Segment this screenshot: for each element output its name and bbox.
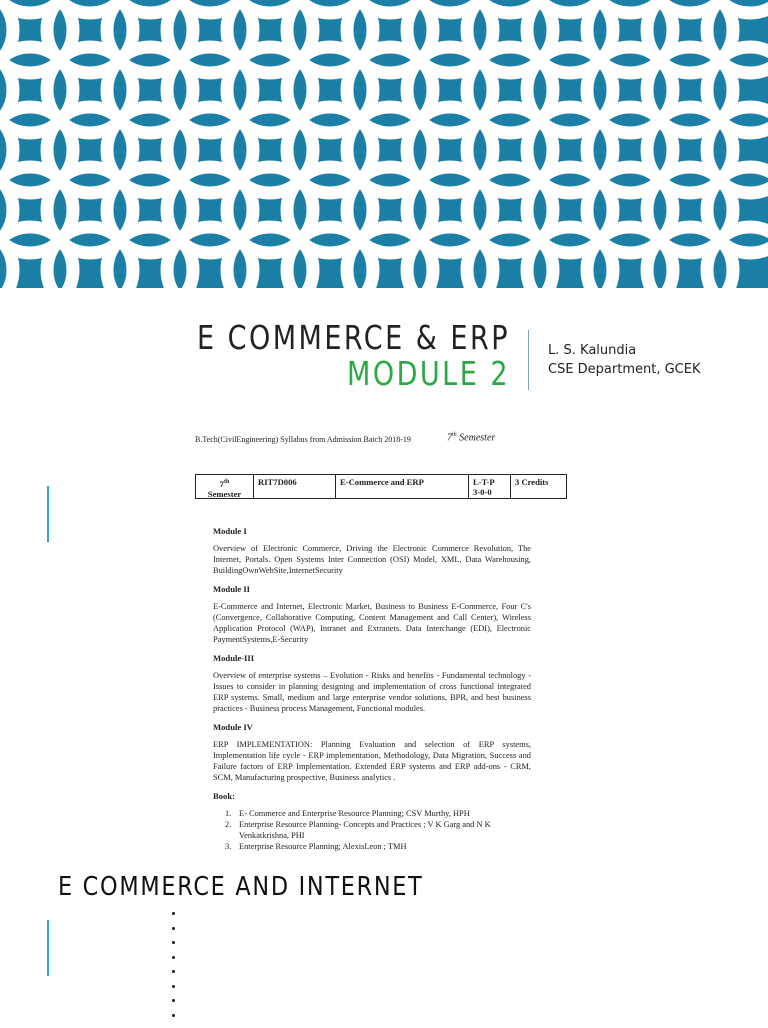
bullet-point: [172, 999, 175, 1002]
presentation-subtitle: MODULE 2: [347, 354, 510, 393]
decorative-pattern-banner: [0, 0, 768, 288]
table-semester-suffix: th: [223, 479, 230, 485]
slide-accent-bar: [47, 920, 49, 976]
table-cell-credits: 3 Credits: [515, 477, 549, 487]
semester-number: 7: [447, 432, 452, 444]
book-number: 2.: [225, 820, 232, 829]
module-title: Module-III: [213, 653, 255, 663]
table-semester-number: 7: [219, 478, 224, 489]
book-text: E- Commerce and Enterprise Resource Planning; CSV Murthy, HPH: [239, 809, 470, 818]
book-text: Enterprise Resource Planning; AlexisLeon ; TMH: [239, 842, 407, 851]
book-list: [213, 808, 531, 852]
syllabus-body: [213, 526, 531, 852]
book-item: [213, 819, 531, 841]
bullet-list: [172, 912, 175, 1028]
bullet-point: [172, 985, 175, 988]
book-text: Enterprise Resource Planning- Concepts and Practices ; V K Garg and N K Venkatkrishna, PHI: [239, 820, 491, 840]
bullet-point: [172, 970, 175, 973]
module-description: ERP IMPLEMENTATION: Planning Evaluation and selection of ERP systems, Implementation life cycle - ERP implementation, Methodology, Data Migration, Success and Failure factors of ERP Implementation. Extended ERP systems and ERP add-ons - CRM, SCM, Manufacturing prospective, Business analytics .: [213, 740, 531, 782]
module-description: Overview of Electronic Commerce, Driving the Electronic Commerce Revolution, The Internet, Portals. Open Systems Inter Connection (OSI) Model, XML, Data Warehousing, BuildingOwnWebSite,InternetSecurity: [213, 544, 531, 575]
bullet-point: [172, 912, 175, 915]
bullet-point: [172, 927, 175, 930]
course-info-table: [195, 474, 567, 499]
book-item: [213, 808, 531, 819]
book-list-title: Book:: [213, 791, 235, 801]
book-number: 1.: [225, 809, 232, 818]
ltp-value: 3-0-0: [473, 487, 492, 497]
title-divider: [528, 330, 529, 390]
semester-suffix: th: [452, 432, 457, 438]
slide-accent-bar: [47, 486, 49, 542]
author-name: L. S. Kalundia: [548, 343, 637, 358]
syllabus-semester-label: [447, 430, 495, 443]
module-description: E-Commerce and Internet, Electronic Market, Business to Business E-Commerce, Four C's (Convergence, Collaborative Computing, Content Management and Call Center), Wireless Application Protocol (WAP), Intranet and Extranets. Data Interchange (EDI), Electronic PaymentSystems,E-Security: [213, 602, 531, 644]
author-department: CSE Department, GCEK: [548, 362, 701, 377]
module-title: Module I: [213, 526, 247, 536]
table-cell-course-code: RIT7D006: [254, 475, 336, 498]
module-title: Module II: [213, 584, 251, 594]
table-semester-word: Semester: [207, 488, 242, 499]
ltp-label: L-T-P: [473, 477, 495, 487]
semester-word: Semester: [459, 432, 496, 444]
presentation-title: E COMMERCE & ERP: [196, 318, 510, 357]
table-cell-course-name: E-Commerce and ERP: [336, 475, 469, 498]
bullet-point: [172, 1014, 175, 1017]
module-description: Overview of enterprise systems – Evolution - Risks and benefits - Fundamental technology - Issues to consider in planning designing and implementation of cross functional integrated ERP systems. Small, medium and large enterprise vendor solutions, BPR, and best business practices - Business process Management, Functional modules.: [213, 671, 531, 713]
book-number: 3.: [225, 842, 232, 851]
section-title: E COMMERCE AND INTERNET: [58, 872, 424, 902]
bullet-point: [172, 941, 175, 944]
module-title: Module IV: [213, 722, 253, 732]
table-cell-semester: [196, 475, 254, 498]
syllabus-header: [195, 434, 575, 450]
bullet-point: [172, 956, 175, 959]
syllabus-header-text: B.Tech(CivilEngineering) Syllabus from Admission Batch 2018-19: [195, 435, 411, 444]
book-item: [213, 841, 531, 852]
table-cell-ltp: [469, 475, 511, 498]
